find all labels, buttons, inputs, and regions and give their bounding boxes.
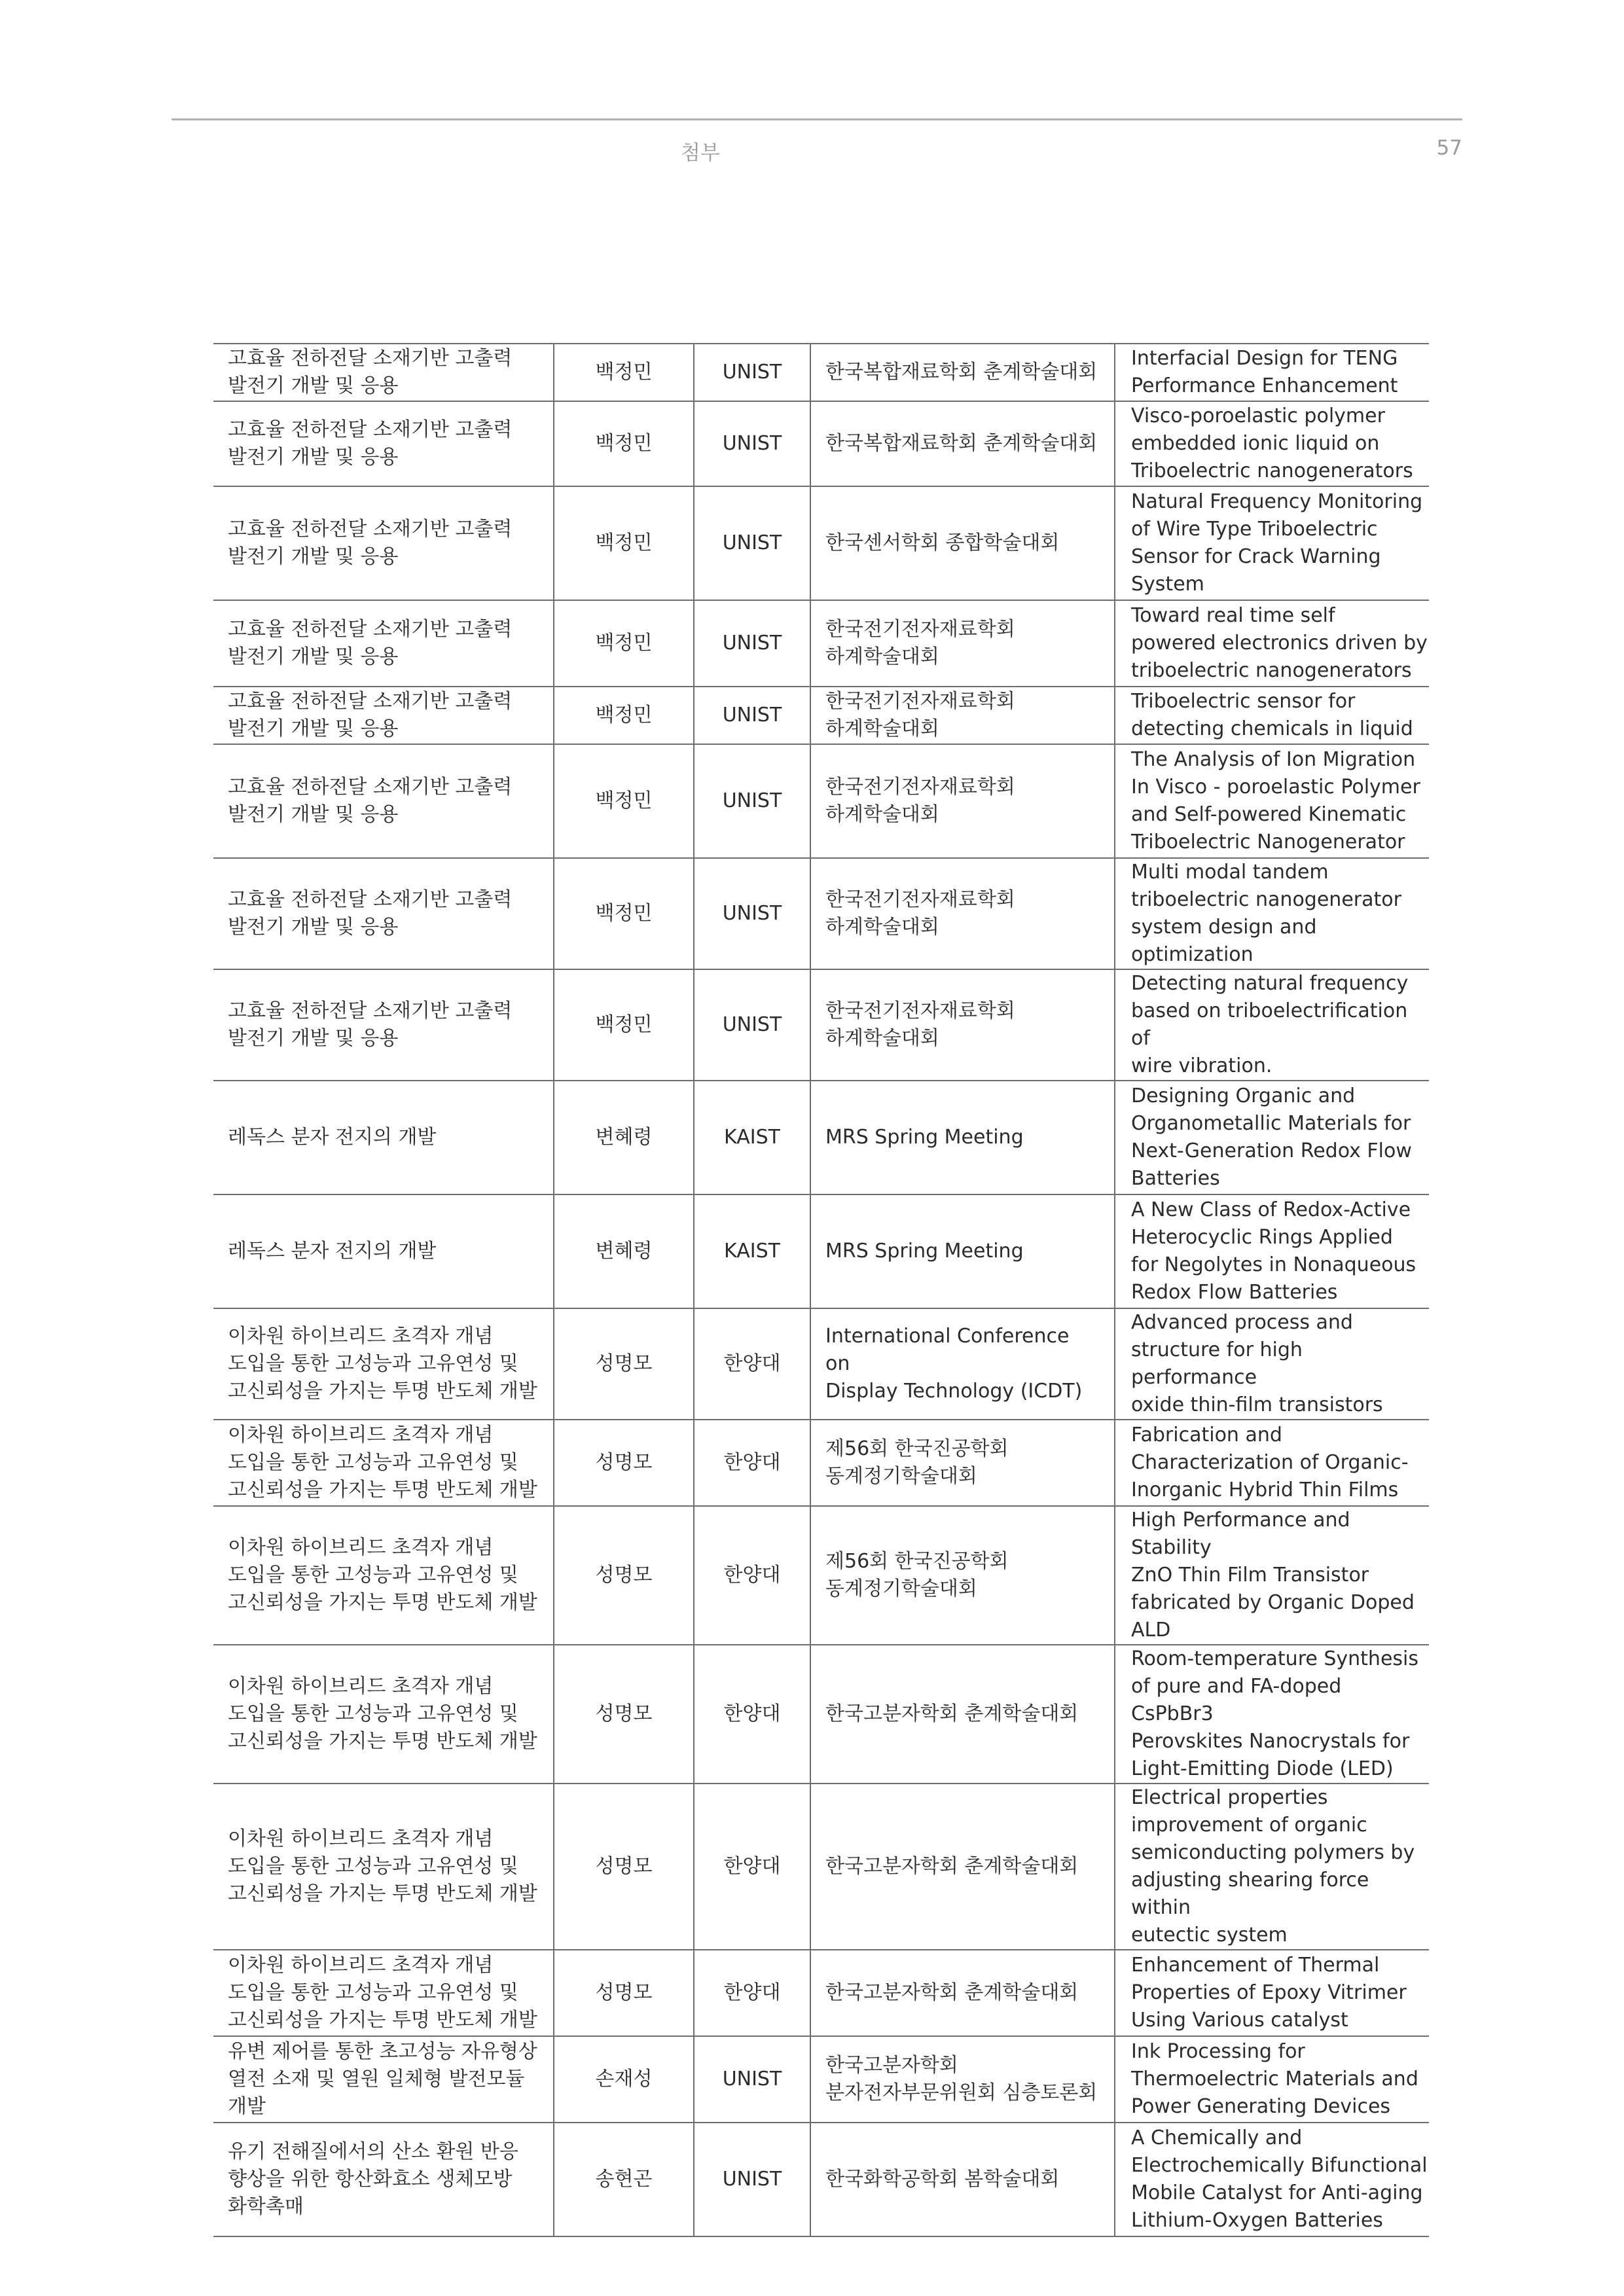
- project-cell: 고효율 전하전달 소재기반 고출력 발전기 개발 및 응용: [213, 401, 554, 486]
- conference-cell: MRS Spring Meeting: [810, 1194, 1115, 1308]
- paper-title-cell: Interfacial Design for TENG Performance Enhancement: [1115, 344, 1429, 401]
- paper-title-cell: Designing Organic and Organometallic Materials for Next-Generation Redox Flow Batteries: [1115, 1081, 1429, 1194]
- paper-title-cell: Triboelectric sensor for detecting chemicals in liquid: [1115, 687, 1429, 744]
- project-cell: 레독스 분자 전지의 개발: [213, 1194, 554, 1308]
- researcher-cell: 백정민: [554, 969, 694, 1081]
- table-row: [213, 1645, 1429, 1784]
- table-row: [213, 486, 1429, 600]
- researcher-cell: 성명모: [554, 1506, 694, 1645]
- paper-title-cell: Natural Frequency Monitoring of Wire Type Triboelectric Sensor for Crack Warning System: [1115, 486, 1429, 600]
- project-cell: 고효율 전하전달 소재기반 고출력 발전기 개발 및 응용: [213, 344, 554, 401]
- project-cell: 이차원 하이브리드 초격자 개념 도입을 통한 고성능과 고유연성 및 고신뢰성을 가지는 투명 반도체 개발: [213, 1506, 554, 1645]
- conference-cell: 한국전기전자재료학회 하계학술대회: [810, 969, 1115, 1081]
- paper-title-cell: A Chemically and Electrochemically Bifunctional Mobile Catalyst for Anti-aging Lithium-Oxygen Batteries: [1115, 2123, 1429, 2236]
- conference-cell: 한국전기전자재료학회 하계학술대회: [810, 600, 1115, 687]
- conference-cell: 한국화학공학회 봄학술대회: [810, 2123, 1115, 2236]
- paper-title-cell: The Analysis of Ion Migration In Visco - poroelastic Polymer and Self-powered Kinematic Triboelectric Nanogenerator: [1115, 744, 1429, 858]
- table-row: [213, 744, 1429, 858]
- researcher-cell: 성명모: [554, 1308, 694, 1420]
- researcher-cell: 백정민: [554, 600, 694, 687]
- institution-cell: KAIST: [694, 1194, 810, 1308]
- presentation-table: [213, 343, 1429, 2237]
- institution-cell: UNIST: [694, 401, 810, 486]
- paper-title-cell: Toward real time self powered electronics driven by triboelectric nanogenerators: [1115, 600, 1429, 687]
- project-cell: 고효율 전하전달 소재기반 고출력 발전기 개발 및 응용: [213, 969, 554, 1081]
- researcher-cell: 백정민: [554, 486, 694, 600]
- institution-cell: 한양대: [694, 1645, 810, 1784]
- table-row: [213, 1420, 1429, 1506]
- researcher-cell: 백정민: [554, 344, 694, 401]
- project-cell: 이차원 하이브리드 초격자 개념 도입을 통한 고성능과 고유연성 및 고신뢰성을 가지는 투명 반도체 개발: [213, 1645, 554, 1784]
- table-row: [213, 858, 1429, 969]
- project-cell: 유기 전해질에서의 산소 환원 반응 향상을 위한 항산화효소 생체모방 화학촉매: [213, 2123, 554, 2236]
- project-cell: 이차원 하이브리드 초격자 개념 도입을 통한 고성능과 고유연성 및 고신뢰성을 가지는 투명 반도체 개발: [213, 1950, 554, 2036]
- paper-title-cell: Visco-poroelastic polymer embedded ionic liquid on Triboelectric nanogenerators: [1115, 401, 1429, 486]
- institution-cell: 한양대: [694, 1420, 810, 1506]
- header-rule: [171, 118, 1462, 120]
- page-number: 57: [1436, 136, 1462, 160]
- institution-cell: UNIST: [694, 600, 810, 687]
- institution-cell: UNIST: [694, 858, 810, 969]
- conference-cell: 한국고분자학회 춘계학술대회: [810, 1784, 1115, 1950]
- table-row: [213, 2036, 1429, 2123]
- researcher-cell: 백정민: [554, 744, 694, 858]
- paper-title-cell: Multi modal tandem triboelectric nanogenerator system design and optimization: [1115, 858, 1429, 969]
- researcher-cell: 손재성: [554, 2036, 694, 2123]
- conference-cell: 제56회 한국진공학회 동계정기학술대회: [810, 1420, 1115, 1506]
- table-row: [213, 1784, 1429, 1950]
- conference-cell: 한국복합재료학회 춘계학술대회: [810, 401, 1115, 486]
- project-cell: 유변 제어를 통한 초고성능 자유형상 열전 소재 및 열원 일체형 발전모듈 개발: [213, 2036, 554, 2123]
- project-cell: 이차원 하이브리드 초격자 개념 도입을 통한 고성능과 고유연성 및 고신뢰성을 가지는 투명 반도체 개발: [213, 1784, 554, 1950]
- table-row: [213, 1506, 1429, 1645]
- paper-title-cell: Enhancement of Thermal Properties of Epoxy Vitrimer Using Various catalyst: [1115, 1950, 1429, 2036]
- project-cell: 이차원 하이브리드 초격자 개념 도입을 통한 고성능과 고유연성 및 고신뢰성을 가지는 투명 반도체 개발: [213, 1308, 554, 1420]
- project-cell: 고효율 전하전달 소재기반 고출력 발전기 개발 및 응용: [213, 858, 554, 969]
- table-row: [213, 1950, 1429, 2036]
- table-row: [213, 1081, 1429, 1194]
- conference-cell: 제56회 한국진공학회 동계정기학술대회: [810, 1506, 1115, 1645]
- institution-cell: UNIST: [694, 687, 810, 744]
- conference-cell: 한국고분자학회 분자전자부문위원회 심층토론회: [810, 2036, 1115, 2123]
- researcher-cell: 변혜령: [554, 1194, 694, 1308]
- researcher-cell: 성명모: [554, 1950, 694, 2036]
- project-cell: 고효율 전하전달 소재기반 고출력 발전기 개발 및 응용: [213, 744, 554, 858]
- presentation-table-body: [213, 344, 1429, 2236]
- conference-cell: 한국고분자학회 춘계학술대회: [810, 1645, 1115, 1784]
- paper-title-cell: Electrical properties improvement of organic semiconducting polymers by adjusting shearing force within eutectic system: [1115, 1784, 1429, 1950]
- paper-title-cell: Fabrication and Characterization of Organic- Inorganic Hybrid Thin Films: [1115, 1420, 1429, 1506]
- institution-cell: 한양대: [694, 1950, 810, 2036]
- project-cell: 고효율 전하전달 소재기반 고출력 발전기 개발 및 응용: [213, 486, 554, 600]
- institution-cell: 한양대: [694, 1506, 810, 1645]
- table-row: [213, 969, 1429, 1081]
- conference-cell: 한국복합재료학회 춘계학술대회: [810, 344, 1115, 401]
- institution-cell: UNIST: [694, 2036, 810, 2123]
- section-label: 첨부: [681, 141, 720, 165]
- researcher-cell: 성명모: [554, 1420, 694, 1506]
- conference-cell: 한국전기전자재료학회 하계학술대회: [810, 744, 1115, 858]
- table-row: [213, 1194, 1429, 1308]
- project-cell: 고효율 전하전달 소재기반 고출력 발전기 개발 및 응용: [213, 600, 554, 687]
- researcher-cell: 성명모: [554, 1784, 694, 1950]
- researcher-cell: 변혜령: [554, 1081, 694, 1194]
- researcher-cell: 백정민: [554, 401, 694, 486]
- table-row: [213, 344, 1429, 401]
- institution-cell: UNIST: [694, 486, 810, 600]
- paper-title-cell: Advanced process and structure for high performance oxide thin-film transistors: [1115, 1308, 1429, 1420]
- institution-cell: UNIST: [694, 344, 810, 401]
- researcher-cell: 백정민: [554, 858, 694, 969]
- institution-cell: 한양대: [694, 1784, 810, 1950]
- conference-cell: International Conference on Display Technology (ICDT): [810, 1308, 1115, 1420]
- conference-cell: 한국전기전자재료학회 하계학술대회: [810, 687, 1115, 744]
- table-row: [213, 2123, 1429, 2236]
- researcher-cell: 백정민: [554, 687, 694, 744]
- conference-cell: 한국전기전자재료학회 하계학술대회: [810, 858, 1115, 969]
- conference-cell: MRS Spring Meeting: [810, 1081, 1115, 1194]
- institution-cell: UNIST: [694, 969, 810, 1081]
- table-row: [213, 687, 1429, 744]
- researcher-cell: 성명모: [554, 1645, 694, 1784]
- project-cell: 고효율 전하전달 소재기반 고출력 발전기 개발 및 응용: [213, 687, 554, 744]
- institution-cell: UNIST: [694, 2123, 810, 2236]
- institution-cell: UNIST: [694, 744, 810, 858]
- table-row: [213, 600, 1429, 687]
- paper-title-cell: A New Class of Redox-Active Heterocyclic Rings Applied for Negolytes in Nonaqueous Redox Flow Batteries: [1115, 1194, 1429, 1308]
- table-row: [213, 1308, 1429, 1420]
- researcher-cell: 송현곤: [554, 2123, 694, 2236]
- institution-cell: KAIST: [694, 1081, 810, 1194]
- paper-title-cell: Room-temperature Synthesis of pure and FA-doped CsPbBr3 Perovskites Nanocrystals for Light-Emitting Diode (LED): [1115, 1645, 1429, 1784]
- paper-title-cell: High Performance and Stability ZnO Thin Film Transistor fabricated by Organic Doped ALD: [1115, 1506, 1429, 1645]
- project-cell: 레독스 분자 전지의 개발: [213, 1081, 554, 1194]
- project-cell: 이차원 하이브리드 초격자 개념 도입을 통한 고성능과 고유연성 및 고신뢰성을 가지는 투명 반도체 개발: [213, 1420, 554, 1506]
- conference-cell: 한국센서학회 종합학술대회: [810, 486, 1115, 600]
- institution-cell: 한양대: [694, 1308, 810, 1420]
- paper-title-cell: Detecting natural frequency based on triboelectrification of wire vibration.: [1115, 969, 1429, 1081]
- table-row: [213, 401, 1429, 486]
- paper-title-cell: Ink Processing for Thermoelectric Materials and Power Generating Devices: [1115, 2036, 1429, 2123]
- conference-cell: 한국고분자학회 춘계학술대회: [810, 1950, 1115, 2036]
